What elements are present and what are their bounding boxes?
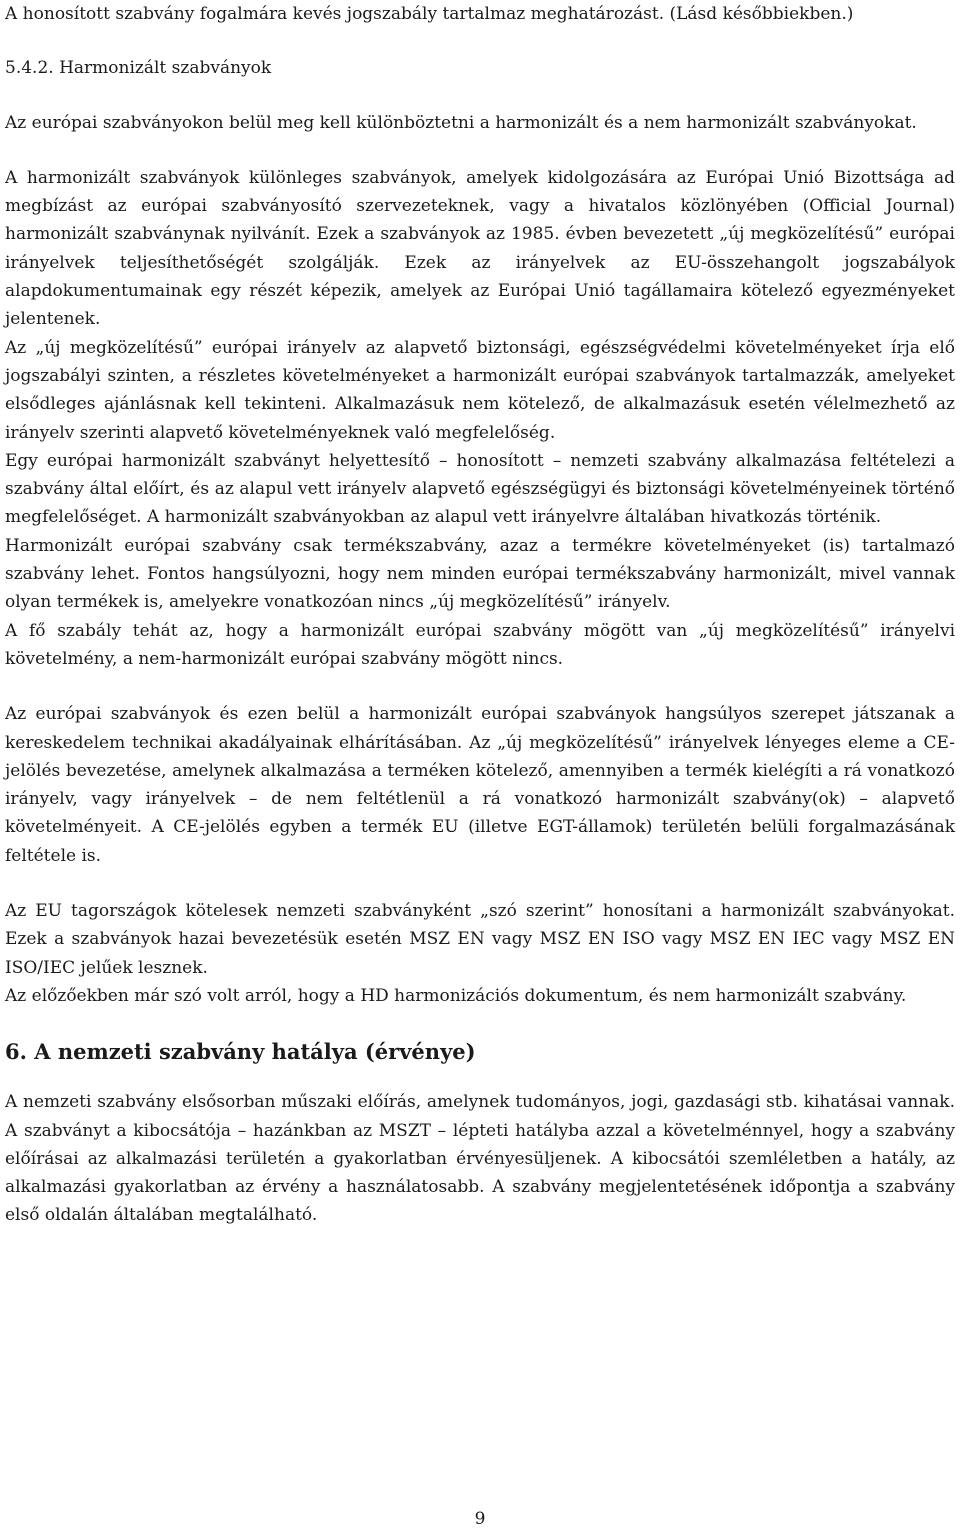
- page-number: 9: [474, 1509, 486, 1529]
- intro-paragraph: A honosított szabvány fogalmára kevés jogszabály tartalmaz meghatározást. (Lásd későbbiekben.): [5, 4, 854, 24]
- paragraph-ce-marking: Az európai szabványok és ezen belül a harmonizált európai szabványok hangsúlyos szerepet játszanak a kereskedelem technikai akadályainak elhárításában. Az „új megközelítésű” irányelvek lényeges eleme a CE-jelölés bevezetése, amelynek alkalmazása a terméken kötelező, amennyiben a termék kielégíti a rá vonatkozó irányelv, vagy irányelvek – de nem feltétlenül a rá vonatkozó harmonizált szabvány(ok) – alapvető követelményeit. A CE-jelölés egyben a termék EU (illetve EGT-államok) területén belüli forgalmazásának feltétele is.: [5, 704, 955, 866]
- paragraph-hd-document: Az előzőekben már szó volt arról, hogy a HD harmonizációs dokumentum, és nem harmonizált szabvány.: [5, 985, 907, 1006]
- subsection-heading: 5.4.2. Harmonizált szabványok: [5, 58, 272, 79]
- paragraph-eu-member-states: Az EU tagországok kötelesek nemzeti szabványként „szó szerint” honosítani a harmonizált szabványokat. Ezek a szabványok hazai bevezetésük esetén MSZ EN vagy MSZ EN ISO vagy MSZ EN IEC vagy MSZ EN ISO/IEC jelűek lesznek.: [5, 901, 955, 978]
- paragraph-harmonized-definition: A harmonizált szabványok különleges szabványok, amelyek kidolgozására az Európai Unió Bizottsága ad megbízást az európai szabványosító szervezeteknek, vagy a hivatalos közlönyében (Official Journal) harmonizált szabványnak nyilvánít. Ezek a szabványok az 1985. évben bevezetett „új megközelítésű” európai irányelvek teljesíthetőségét szolgálják. Ezek az irányelvek az EU-összehangolt jogszabályok alapdokumentumainak egy részét képezik, amelyek az Európai Unió tagállamaira kötelező egyezményeket jelentenek.: [5, 167, 955, 330]
- paragraph-national-standard: Egy európai harmonizált szabványt helyettesítő – honosított – nemzeti szabvány alkalmazása feltételezi a szabvány által előírt, és az alapul vett irányelv alapvető egészségügyi és biztonsági követelményeinek történő megfelelőséget. A harmonizált szabványokban az alapul vett irányelvre általában hivatkozás történik.: [5, 450, 955, 528]
- paragraph-harmonized-intro: Az európai szabványokon belül meg kell különböztetni a harmonizált és a nem harmonizált szabványokat.: [5, 112, 917, 133]
- paragraph-main-rule: A fő szabály tehát az, hogy a harmonizált európai szabvány mögött van „új megközelítésű” irányelvi követelmény, a nem-harmonizált európai szabvány mögött nincs.: [5, 620, 955, 669]
- document-page: [5, 0, 955, 1230]
- section-heading: 6. A nemzeti szabvány hatálya (érvénye): [5, 1039, 476, 1065]
- paragraph-product-standard: Harmonizált európai szabvány csak termékszabvány, azaz a termékre követelményeket (is) tartalmazó szabvány lehet. Fontos hangsúlyozni, hogy nem minden európai termékszabvány harmonizált, mivel vannak olyan termékek is, amelyekre vonatkozóan nincs „új megközelítésű” irányelv.: [5, 535, 955, 613]
- paragraph-new-approach: Az „új megközelítésű” európai irányelv az alapvető biztonsági, egészségvédelmi követelményeket írja elő jogszabályi szinten, a részletes követelményeket a harmonizált európai szabványok tartalmazzák, amelyeket elsődleges ajánlásnak kell tekinteni. Alkalmazásuk nem kötelező, de alkalmazásuk esetén vélelmezhető az irányelv szerinti alapvető követelményeknek való megfelelőség.: [5, 337, 955, 443]
- paragraph-national-standard-scope: A nemzeti szabvány elsősorban műszaki előírás, amelynek tudományos, jogi, gazdasági stb. kihatásai vannak. A szabványt a kibocsátója – hazánkban az MSZT – lépteti hatályba azzal a követelménnyel, hogy a szabvány előírásai az alkalmazási területén a gyakorlatban érvényesüljenek. A kibocsátói szemléletben a hatály, az alkalmazási gyakorlatban az érvény a használatosabb. A szabvány megjelentetésének időpontja a szabvány első oldalán általában megtalálható.: [5, 1092, 955, 1226]
